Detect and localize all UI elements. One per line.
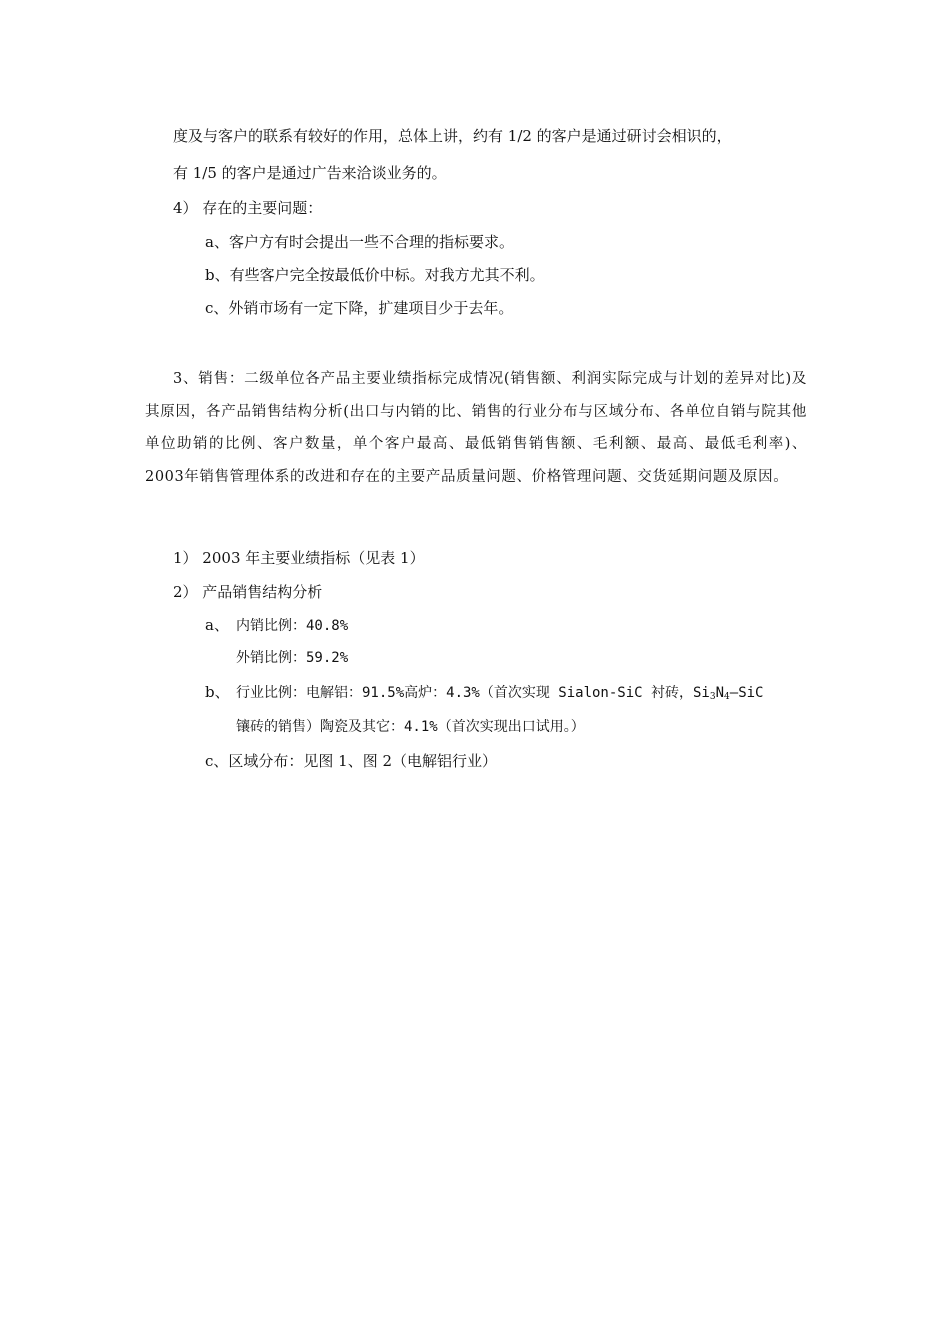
problem-item-b: b、有些客户完全按最低价中标。对我方尤其不利。	[205, 266, 545, 284]
subscript-4: 4	[724, 692, 730, 702]
sales-subitem-b	[205, 682, 763, 703]
sales-subitem-c: c、区域分布：见图 1、图 2（电解铝行业）	[205, 752, 498, 770]
subscript-3: 3	[709, 692, 716, 702]
industry-ratio-part1: 行业比例：电解铝：91.5%高炉：4.3%（首次实现 Sialon-SiC 衬砖，Si	[236, 685, 710, 701]
industry-ratio-part2: —SiC	[729, 685, 764, 701]
domestic-ratio: 内销比例：40.8%	[236, 618, 349, 634]
sales-section-paragraph: 3、销售：二级单位各产品主要业绩指标完成情况(销售额、利润实际完成与计划的差异对比)及其原因，各产品销售结构分析(出口与内销的比、销售的行业分布与区域分布、各单位自销与院其他单位助销的比例、客户数量，单个客户最高、最低销售销售额、毛利额、最高、最低毛利率)、2003年销售管理体系的改进和存在的主要产品质量问题、价格管理问题、交货延期问题及原因。	[145, 371, 807, 485]
text-line-ads: 有 1/5 的客户是通过广告来洽谈业务的。	[173, 164, 447, 182]
industry-ratio-line2: 镶砖的销售）陶瓷及其它：4.1%（首次实现出口试用。）	[236, 719, 585, 735]
problem-item-c: c、外销市场有一定下降，扩建项目少于去年。	[205, 299, 514, 317]
heading-main-problems: 4） 存在的主要问题：	[173, 199, 323, 217]
text-line-contact: 度及与客户的联系有较好的作用，总体上讲，约有 1/2 的客户是通过研讨会相识的，	[173, 127, 732, 145]
export-ratio: 外销比例：59.2%	[236, 650, 349, 666]
sales-item-2: 2） 产品销售结构分析	[173, 583, 323, 601]
sales-subitem-a	[205, 615, 348, 636]
subitem-a-label: a、	[205, 616, 229, 634]
problem-item-a: a、客户方有时会提出一些不合理的指标要求。	[205, 233, 514, 251]
industry-ratio-n: N	[715, 685, 725, 701]
sales-item-1: 1） 2003 年主要业绩指标（见表 1）	[173, 549, 425, 567]
subitem-b-label: b、	[205, 683, 230, 701]
